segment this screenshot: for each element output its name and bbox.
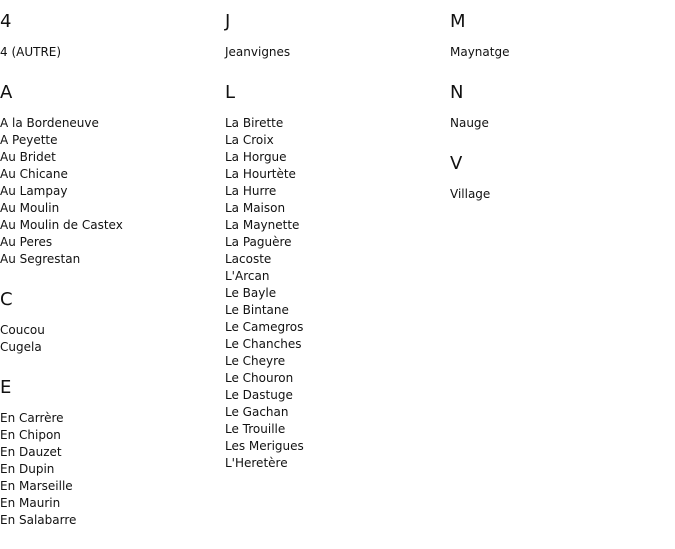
place-entry-link[interactable]: Au Moulin de Castex	[0, 218, 123, 232]
letter-section	[0, 288, 220, 356]
place-entry-link[interactable]: La Hurre	[225, 184, 277, 198]
letter-section	[0, 376, 220, 529]
place-entry-link[interactable]: Le Camegros	[225, 320, 304, 334]
index-column-2	[225, 10, 445, 492]
place-entry-link[interactable]: Lacoste	[225, 252, 272, 266]
place-entry-link[interactable]: Le Chanches	[225, 337, 302, 351]
place-entry-link[interactable]: En Chipon	[0, 428, 61, 442]
place-entry-link[interactable]: Le Bintane	[225, 303, 289, 317]
place-entry-link[interactable]: Le Cheyre	[225, 354, 286, 368]
place-entry-link[interactable]: En Salabarre	[0, 513, 77, 527]
place-entry-link[interactable]: Cugela	[0, 340, 42, 354]
place-entry-link[interactable]: Le Dastuge	[225, 388, 293, 402]
place-entry-link[interactable]: Maynatge	[450, 45, 510, 59]
place-entry-link[interactable]: La Hourtète	[225, 167, 296, 181]
place-entry-link[interactable]: Les Merigues	[225, 439, 304, 453]
place-entry-link[interactable]: En Marseille	[0, 479, 73, 493]
letter-section	[0, 81, 220, 268]
place-entry-link[interactable]: L'Heretère	[225, 456, 288, 470]
entry-list	[0, 410, 220, 529]
place-entry-link[interactable]: Village	[450, 187, 491, 201]
place-entry-link[interactable]: La Birette	[225, 116, 284, 130]
place-entry-link[interactable]: La Croix	[225, 133, 274, 147]
place-entry-link[interactable]: Le Bayle	[225, 286, 277, 300]
place-entry-link[interactable]: Le Gachan	[225, 405, 289, 419]
section-letter-heading: L	[225, 82, 236, 103]
entry-list	[225, 44, 445, 61]
section-letter-heading: E	[0, 377, 12, 398]
section-letter-heading: A	[0, 82, 13, 103]
place-entry-link[interactable]: En Dupin	[0, 462, 55, 476]
section-letter-heading: 4	[0, 11, 12, 32]
letter-section	[450, 81, 670, 132]
entry-list	[225, 115, 445, 472]
letter-section	[0, 10, 220, 61]
place-entry-link[interactable]: Au Peres	[0, 235, 53, 249]
place-entry-link[interactable]: A Peyette	[0, 133, 58, 147]
letter-section	[450, 152, 670, 203]
place-entry-link[interactable]: Le Chouron	[225, 371, 294, 385]
section-letter-heading: M	[450, 11, 466, 32]
place-entry-link[interactable]: 4 (AUTRE)	[0, 45, 62, 59]
place-entry-link[interactable]: En Maurin	[0, 496, 61, 510]
place-entry-link[interactable]: La Horgue	[225, 150, 287, 164]
place-entry-link[interactable]: La Maynette	[225, 218, 300, 232]
place-entry-link[interactable]: Nauge	[450, 116, 489, 130]
place-entry-link[interactable]: Au Lampay	[0, 184, 68, 198]
entry-list	[0, 322, 220, 356]
entry-list	[0, 115, 220, 268]
place-entry-link[interactable]: La Maison	[225, 201, 286, 215]
index-column-3	[450, 10, 670, 223]
place-entry-link[interactable]: A la Bordeneuve	[0, 116, 99, 130]
section-letter-heading: N	[450, 82, 464, 103]
place-entry-link[interactable]: En Carrère	[0, 411, 64, 425]
place-entry-link[interactable]: Au Bridet	[0, 150, 56, 164]
entry-list	[0, 44, 220, 61]
place-entry-link[interactable]: La Paguère	[225, 235, 292, 249]
place-entry-link[interactable]: Au Chicane	[0, 167, 68, 181]
place-entry-link[interactable]: Coucou	[0, 323, 45, 337]
place-entry-link[interactable]: L'Arcan	[225, 269, 270, 283]
place-entry-link[interactable]: Au Moulin	[0, 201, 60, 215]
place-entry-link[interactable]: Jeanvignes	[225, 45, 291, 59]
section-letter-heading: J	[225, 11, 231, 32]
section-letter-heading: C	[0, 289, 13, 310]
place-entry-link[interactable]: Au Segrestan	[0, 252, 81, 266]
entry-list	[450, 115, 670, 132]
letter-section	[225, 81, 445, 472]
place-entry-link[interactable]: Le Trouille	[225, 422, 286, 436]
letter-section	[450, 10, 670, 61]
place-entry-link[interactable]: En Dauzet	[0, 445, 62, 459]
index-column-1	[0, 10, 220, 549]
entry-list	[450, 186, 670, 203]
entry-list	[450, 44, 670, 61]
section-letter-heading: V	[450, 153, 463, 174]
letter-section	[225, 10, 445, 61]
